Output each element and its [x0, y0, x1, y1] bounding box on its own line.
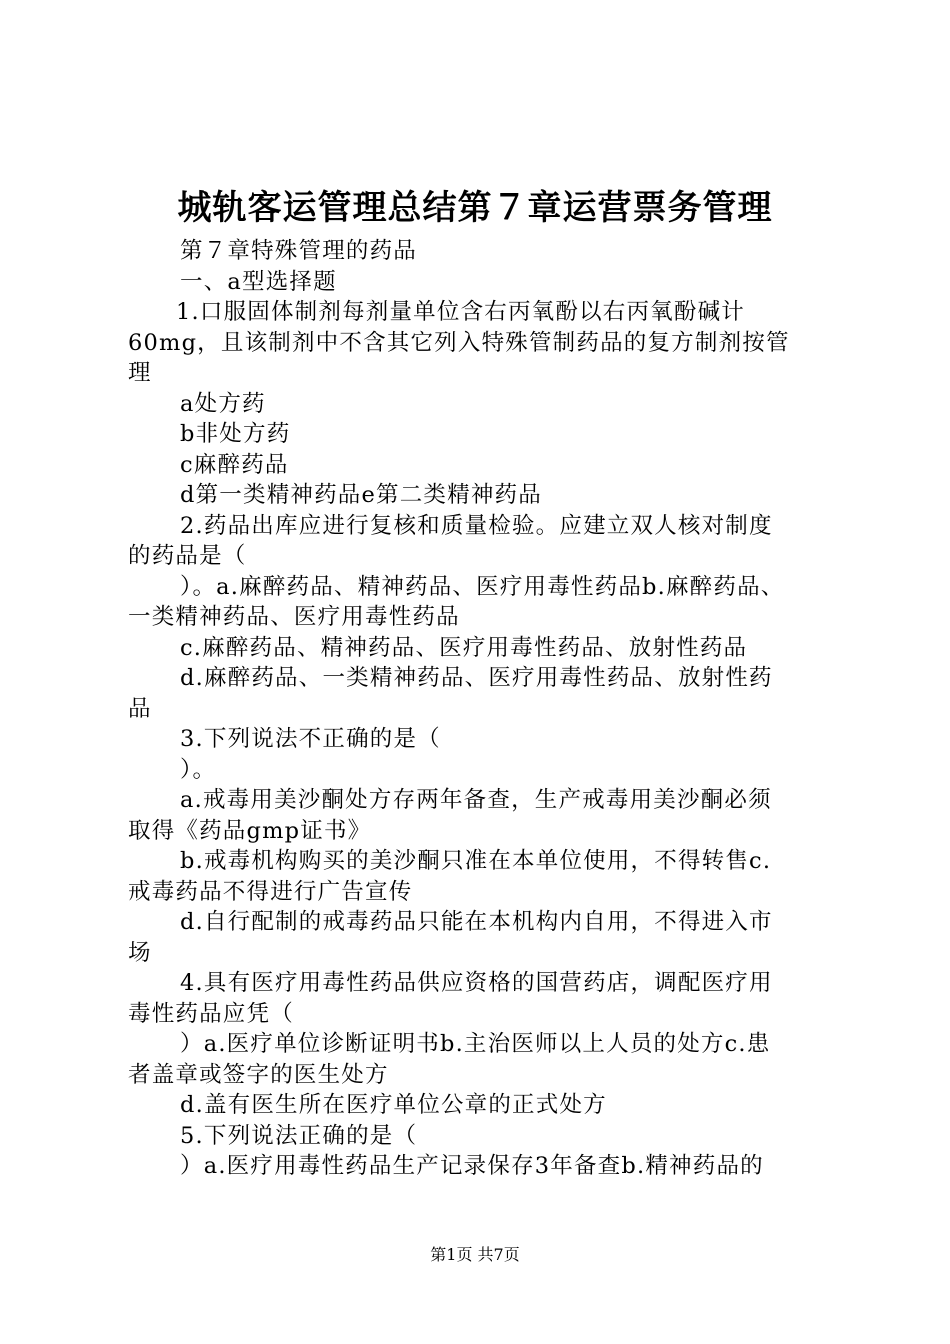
question-3-option-d: d.自行配制的戒毒药品只能在本机构内自用，不得进入市	[180, 909, 773, 935]
question-3-option-a-cont: 取得《药品gmp证书》	[128, 817, 372, 844]
question-1-option-b: b非处方药	[180, 421, 291, 447]
question-5-line-2: ）a.医疗用毒性药品生产记录保存3年备查b.精神药品的	[180, 1153, 764, 1179]
chapter-heading: 第７章特殊管理的药品	[180, 238, 418, 264]
question-4-options-cont: 者盖章或签字的医生处方	[128, 1061, 389, 1088]
question-2-option-d-cont: 品	[128, 695, 152, 722]
question-2-option-c: c.麻醉药品、精神药品、医疗用毒性药品、放射性药品	[180, 634, 748, 661]
question-4-option-d: d.盖有医生所在医疗单位公章的正式处方	[180, 1092, 607, 1118]
question-3-line-2: ）。	[180, 756, 217, 783]
document-body	[128, 236, 838, 1182]
question-2-option-d: d.麻醉药品、一类精神药品、医疗用毒性药品、放射性药	[180, 665, 773, 691]
question-2-line-1: 2.药品出库应进行复核和质量检验。应建立双人核对制度	[180, 512, 773, 539]
question-3-option-b: b.戒毒机构购买的美沙酮只准在本单位使用，不得转售c.	[180, 848, 772, 874]
question-1-option-c: c麻醉药品	[180, 451, 289, 478]
question-1-line-1: 1.口服固体制剂每剂量单位含右丙氧酚以右丙氧酚碱计	[176, 299, 745, 325]
question-1-line-2: 60mg，且该制剂中不含其它列入特殊管制药品的复方制剂按管	[128, 329, 790, 356]
question-1-line-3: 理	[128, 360, 152, 386]
question-3-line-1: 3.下列说法不正确的是（	[180, 726, 441, 752]
question-3-option-d-cont: 场	[128, 939, 152, 966]
question-4-options: ）a.医疗单位诊断证明书b.主治医师以上人员的处方c.患	[180, 1031, 771, 1057]
question-5-line-1: 5.下列说法正确的是（	[180, 1122, 418, 1149]
question-4-line-1: 4.具有医疗用毒性药品供应资格的国营药店，调配医疗用	[180, 970, 773, 996]
question-2-line-2: 的药品是（	[128, 543, 247, 569]
question-2-line-3: ）。a.麻醉药品、精神药品、医疗用毒性药品b.麻醉药品、	[180, 573, 785, 600]
question-3-option-c: 戒毒药品不得进行广告宣传	[128, 878, 413, 905]
section-heading: 一、a型选择题	[180, 268, 337, 295]
question-1-option-a: a处方药	[180, 390, 266, 417]
document-title: 城轨客运管理总结第７章运营票务管理	[177, 188, 773, 228]
question-2-line-4: 一类精神药品、医疗用毒性药品	[128, 604, 460, 630]
question-3-option-a: a.戒毒用美沙酮处方存两年备查，生产戒毒用美沙酮必须	[180, 787, 772, 813]
page-number-footer: 第1页 共7页	[430, 1245, 520, 1264]
question-4-line-2: 毒性药品应凭（	[128, 1000, 294, 1027]
question-1-option-d-e: d第一类精神药品e第二类精神药品	[180, 482, 542, 508]
